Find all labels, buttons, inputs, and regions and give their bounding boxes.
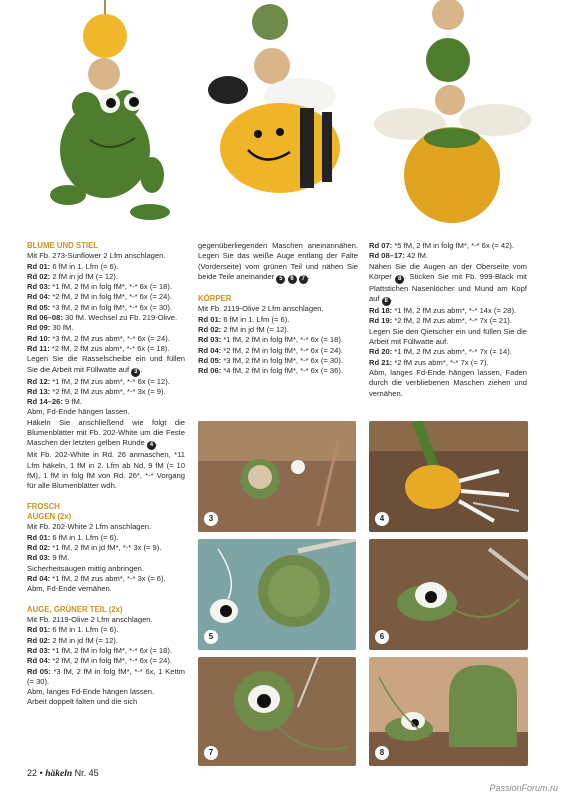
- paragraph-text: Häkeln Sie anschließend wie folgt die Blumenblätter mit Fb. 202-White um die Feste Maschen der letzten gelben Runde: [27, 417, 185, 448]
- paragraph-text: gegenüberliegenden Maschen aneinannähen. Legen Sie das weiße Auge entlang der Falte (Vorderseite) vom grünen Teil und nähen Sie beide Teile aneinander: [198, 241, 358, 281]
- round-instruction: [369, 306, 527, 316]
- paragraph-text: Legen Sie den Qietscher ein und füllen Sie die Arbeit mit Füllwatte auf.: [369, 326, 527, 347]
- round-instruction: [27, 292, 185, 302]
- instruction-paragraph: [27, 450, 185, 491]
- instruction-paragraph: [27, 697, 185, 707]
- round-label: Rd 18:: [369, 306, 393, 316]
- round-text: 6 fM in 1. Lfm (= 6).: [50, 532, 119, 542]
- instruction-paragraph: [27, 615, 185, 625]
- round-instruction: [27, 377, 185, 387]
- round-label: Rd 03:: [198, 335, 222, 345]
- step-photo-5: [198, 539, 356, 650]
- round-label: Rd 01:: [198, 314, 222, 324]
- round-instruction: [27, 323, 185, 333]
- round-label: Rd 02:: [198, 325, 222, 335]
- round-instruction: [369, 347, 527, 357]
- punctuation: .: [307, 271, 310, 281]
- instructions-column-1: [27, 241, 185, 708]
- round-text: *2 fM zus abm*, *-* 7x (= 7).: [392, 357, 489, 367]
- round-instruction: [27, 543, 185, 553]
- instruction-paragraph: [27, 687, 185, 697]
- round-instruction: [27, 282, 185, 292]
- step-reference-badge: 7: [299, 275, 308, 284]
- round-instruction: [27, 387, 185, 397]
- paragraph-text: Abm, langes Fd-Ende hängen lassen, Faden durch die verbliebenen Maschen ziehen und vernähen.: [369, 367, 527, 398]
- top-photos: [0, 0, 566, 236]
- round-label: Rd 08–17:: [369, 251, 405, 261]
- round-text: 9 fM.: [50, 553, 70, 563]
- step-reference-badge: 4: [147, 441, 156, 450]
- sunflower-toy-photo: [374, 0, 531, 223]
- step-photo-3: [198, 421, 356, 532]
- step-reference-badge: 8: [395, 275, 404, 284]
- round-label: Rd 04:: [27, 573, 51, 583]
- round-text: *2 fM, 2 fM zus abm*, *-* 6x (= 18).: [49, 343, 170, 353]
- round-instruction: [27, 636, 185, 646]
- toy-illustrations: [0, 0, 566, 236]
- round-text: *1 fM, 2 fM zus abm*, *-* 3x (= 6).: [50, 573, 166, 583]
- round-instruction: [369, 251, 527, 261]
- round-instruction: [27, 574, 185, 584]
- round-instruction: [27, 303, 185, 313]
- section-heading: BLUME UND STIEL: [27, 241, 99, 250]
- punctuation: .: [390, 294, 393, 304]
- round-instruction: [27, 667, 185, 688]
- round-instruction: [27, 334, 185, 344]
- round-instruction: [27, 625, 185, 635]
- round-label: Rd 01:: [27, 625, 51, 635]
- bee-toy-photo: [208, 4, 340, 193]
- round-instruction: [198, 325, 358, 335]
- round-text: *1 fM, 2 fM zus abm*, *-* 7x (= 14).: [392, 347, 512, 357]
- paragraph-text: Mit Fb. 202-White 2 Lfm anschlagen.: [27, 522, 152, 532]
- round-text: *2 fM, 2 fM in folg fM*, *-* 6x (= 24).: [50, 656, 172, 666]
- frog-toy-photo: [50, 0, 170, 220]
- round-label: Rd 10:: [27, 333, 51, 343]
- round-text: 9 fM.: [62, 397, 82, 407]
- round-text: 6 fM in 1. Lfm (= 6).: [50, 625, 119, 635]
- step-badge: 6: [375, 630, 389, 644]
- section-heading: KÖRPER: [198, 294, 232, 304]
- instruction-paragraph: [198, 241, 358, 284]
- instruction-paragraph: [27, 564, 185, 574]
- magazine-brand: häkeln: [45, 769, 73, 779]
- step-reference-badge: 6: [288, 275, 297, 284]
- round-text: 2 fM in jd fM (= 12).: [221, 325, 289, 335]
- paragraph-gap: [27, 492, 185, 502]
- round-text: *1 fM, 2 fM zus abm*, *-* 14x (= 28).: [392, 306, 517, 316]
- round-instruction: [198, 356, 358, 366]
- round-label: Rd 05:: [27, 666, 51, 676]
- round-text: *4 fM, 2 fM in folg fM*, *-* 6x (= 36).: [221, 366, 343, 376]
- round-label: Rd 21:: [369, 357, 393, 367]
- round-instruction: [369, 316, 527, 326]
- round-label: Rd 11:: [27, 343, 50, 353]
- round-instruction: [369, 241, 527, 251]
- paragraph-text: Legen Sie die Rasselscheibe ein und füllen Sie die Arbeit mit Füllwatte auf: [27, 354, 185, 374]
- round-label: Rd 02:: [27, 543, 51, 553]
- round-instruction: [198, 315, 358, 325]
- round-text: *1 fM, 2 fM in folg fM*, *-* 6x (= 18).: [221, 335, 343, 345]
- instruction-paragraph: [27, 354, 185, 376]
- round-text: *3 fM, 2 fM in folg fM*, *-* 6x, 1 Kettm (= 30).: [27, 666, 185, 686]
- section-heading: AUGE, GRÜNER TEIL (2x): [27, 604, 123, 614]
- step-badge: 5: [204, 630, 218, 644]
- step-badge: 8: [375, 746, 389, 760]
- paragraph-text: Abm, langes Fd-Ende hängen lassen.: [27, 687, 155, 697]
- step-reference-badge: 8: [382, 297, 391, 306]
- step-photo-7: [198, 657, 356, 766]
- round-label: Rd 03:: [27, 553, 51, 563]
- step-photos: [198, 421, 528, 766]
- paragraph-text: Sicherheitsaugen mittig anbringen.: [27, 563, 144, 573]
- page-number: 22: [27, 768, 38, 778]
- round-instruction: [27, 313, 185, 323]
- round-label: Rd 02:: [27, 635, 51, 645]
- step-photo-4: [369, 421, 528, 532]
- round-label: Rd 09:: [27, 323, 51, 333]
- instruction-paragraph: [27, 522, 185, 532]
- paragraph-gap: [27, 595, 185, 605]
- punctuation: .: [155, 438, 159, 448]
- round-instruction: [198, 346, 358, 356]
- instruction-paragraph: [27, 251, 185, 261]
- step-badge: 3: [204, 512, 218, 526]
- round-label: Rd 02:: [27, 271, 51, 281]
- round-label: Rd 06–08:: [27, 313, 63, 323]
- round-label: Rd 03:: [27, 282, 51, 292]
- round-label: Rd 06:: [198, 366, 222, 376]
- round-instruction: [27, 646, 185, 656]
- round-instruction: [27, 344, 185, 354]
- round-text: *5 fM, 2 fM in folg fM*, *-* 6x (= 42).: [392, 241, 514, 250]
- paragraph-text: Mit Fb. 202-White in Rd. 26 anmaschen, *11 Lfm häkeln, 1 fM in 2. Lfm ab Nd, 9 fM (= 10 fM), 1 fM in folg fM von Rd. 26*, *-* Vorgang für alle Blumenblätter wdh.: [27, 450, 185, 491]
- instructions-column-2: [198, 241, 358, 377]
- punctuation: .: [140, 364, 143, 374]
- round-label: Rd 12:: [27, 376, 51, 386]
- step-badge: 4: [375, 512, 389, 526]
- round-text: 6 fM in 1. Lfm (= 6).: [50, 261, 119, 271]
- round-text: *2 fM, 2 fM in folg fM*, *-* 6x (= 24).: [50, 292, 172, 302]
- round-text: *3 fM, 2 fM in folg fM*, *-* 6x (= 30).: [221, 355, 343, 365]
- round-label: Rd 07:: [369, 241, 393, 250]
- round-text: *1 fM, 2 fM in jd fM*, *-* 3x (= 9).: [50, 543, 162, 553]
- step-reference-badge: 3: [131, 368, 140, 377]
- instruction-paragraph: [198, 304, 358, 314]
- round-instruction: [369, 358, 527, 368]
- issue-number: Nr. 45: [74, 768, 99, 778]
- round-text: *1 fM, 2 fM in folg fM*, *-* 6x (= 18).: [50, 645, 172, 655]
- round-label: Rd 04:: [27, 292, 51, 302]
- round-label: Rd 01:: [27, 532, 51, 542]
- instruction-paragraph: [369, 262, 527, 307]
- round-label: Rd 05:: [198, 355, 222, 365]
- round-instruction: [27, 533, 185, 543]
- round-instruction: [198, 366, 358, 376]
- step-badge: 7: [204, 746, 218, 760]
- instructions-column-3: [369, 241, 527, 399]
- paragraph-text: Mit Fb. 2119-Olive 2 Lfm anschlagen.: [27, 615, 153, 625]
- instruction-paragraph: [369, 368, 527, 399]
- round-label: Rd 19:: [369, 316, 393, 326]
- section-heading: AUGEN (2x): [27, 512, 72, 522]
- round-text: 30 fM. Wechsel zu Fb. 219-Olive.: [62, 313, 178, 323]
- round-label: Rd 14–26:: [27, 397, 63, 407]
- round-text: *3 fM, 2 fM zus abm*, *-* 6x (= 24).: [50, 333, 170, 343]
- round-instruction: [198, 335, 358, 345]
- page-footer: [27, 768, 99, 779]
- round-text: *1 fM, 2 fM zus abm*, *-* 6x (= 12).: [50, 376, 170, 386]
- paragraph-text: Mit Fb. 2119-Olive 2 Lfm anschlagen.: [198, 304, 324, 314]
- paragraph-text: Mit Fb. 273-Sunflower 2 Lfm anschlagen.: [27, 251, 166, 261]
- round-label: Rd 05:: [27, 302, 51, 312]
- round-text: *2 fM, 2 fM zus abm*, *-* 3x (= 9).: [50, 386, 166, 396]
- round-text: 2 fM in jd fM (= 12).: [50, 271, 118, 281]
- round-text: 6 fM in 1. Lfm (= 6).: [221, 314, 290, 324]
- round-instruction: [27, 262, 185, 272]
- instruction-paragraph: [27, 407, 185, 417]
- round-instruction: [27, 397, 185, 407]
- paragraph-text: Abm, Fd-Ende hängen lassen.: [27, 407, 130, 417]
- round-text: *1 fM, 2 fM in folg fM*, *-* 6x (= 18).: [50, 282, 172, 292]
- round-label: Rd 20:: [369, 347, 393, 357]
- round-label: Rd 03:: [27, 645, 51, 655]
- round-text: 30 fM.: [50, 323, 74, 333]
- round-text: *2 fM, 2 fM in folg fM*, *-* 6x (= 24).: [221, 345, 343, 355]
- paragraph-text: Abm, Fd-Ende vernähen.: [27, 584, 112, 594]
- punctuation: . Sticken Sie mit Fb. 999-Black mit Plattstichen Nasenlöcher und Mund am Kopf auf: [369, 271, 527, 304]
- round-text: 2 fM in jd fM (= 12).: [50, 635, 118, 645]
- footer-bullet: •: [39, 768, 43, 778]
- round-label: Rd 04:: [27, 656, 51, 666]
- step-photo-6: [369, 539, 528, 650]
- paragraph-text: Nähen Sie die Augen an der Oberseite vom Körper: [369, 261, 527, 281]
- step-photo-8: [369, 657, 528, 766]
- instruction-paragraph: [369, 327, 527, 348]
- instruction-paragraph: [27, 418, 185, 451]
- round-label: Rd 13:: [27, 386, 51, 396]
- section-heading: FROSCH: [27, 501, 60, 511]
- round-label: Rd 01:: [27, 261, 51, 271]
- paragraph-gap: [198, 284, 358, 294]
- instruction-paragraph: [27, 584, 185, 594]
- round-text: 42 fM.: [404, 251, 429, 261]
- round-instruction: [27, 656, 185, 666]
- round-text: *3 fM, 2 fM in folg fM*, *-* 6x (= 30).: [50, 302, 172, 312]
- round-instruction: [27, 272, 185, 282]
- watermark: PassionForum.ru: [489, 783, 558, 793]
- paragraph-text: Arbeit doppelt falten und die sich: [27, 697, 138, 707]
- step-reference-badge: 5: [276, 275, 285, 284]
- round-text: *2 fM, 2 fM zus abm*, *-* 7x (= 21).: [392, 316, 512, 326]
- round-instruction: [27, 553, 185, 563]
- round-label: Rd 04:: [198, 345, 222, 355]
